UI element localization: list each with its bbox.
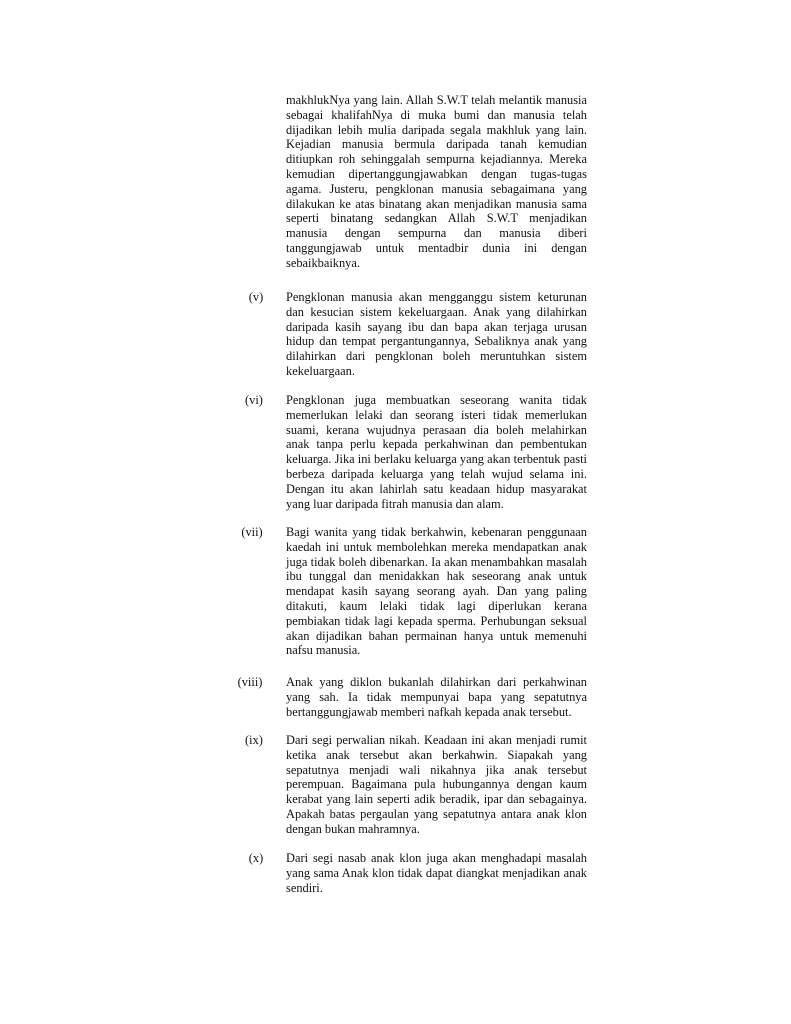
item-text-vi: Pengklonan juga membuatkan seseorang wanita tidak memerlukan lelaki dan seorang isteri tidak memerlukan suami, kerana wujudnya perasaan dia boleh melahirkan anak tanpa perlu kepada perkahwinan dan pembentukan keluarga. Jika ini berlaku keluarga yang akan terbentuk pasti berbeza daripada keluarga yang telah wujud selama ini. Dengan itu akan lahirlah satu keadaan hidup masyarakat yang luar daripada fitrah manusia dan alam. xyxy=(286,393,587,511)
item-text-viii: Anak yang diklon bukanlah dilahirkan dari perkahwinan yang sah. Ia tidak mempunyai bapa yang sepatutnya bertanggungjawab memberi nafkah kepada anak tersebut. xyxy=(286,675,587,719)
item-number-vi: (vi) xyxy=(245,393,263,407)
item-text-x: Dari segi nasab anak klon juga akan menghadapi masalah yang sama Anak klon tidak dapat diangkat menjadikan anak sendiri. xyxy=(286,851,587,895)
item-number-v: (v) xyxy=(248,290,264,304)
item-number-ix: (ix) xyxy=(245,733,263,747)
item-number-vii: (vii) xyxy=(241,525,263,539)
item-text-v: Pengklonan manusia akan mengganggu sistem keturunan dan kesucian sistem kekeluargaan. Anak yang dilahirkan daripada kasih sayang ibu dan bapa akan terjaga urusan hidup dan tempat pergantungannya, Sebaliknya anak yang dilahirkan dari pengklonan boleh meruntuhkan sistem kekeluargaan. xyxy=(286,290,587,378)
item-number-x: (x) xyxy=(248,851,264,865)
item-text-vii: Bagi wanita yang tidak berkahwin, kebenaran penggunaan kaedah ini untuk membolehkan mereka mendapatkan anak juga tidak boleh dibenarkan. Ia akan menambahkan masalah ibu tunggal dan menidakkan hak seseorang anak untuk mendapat kasih sayang seorang ayah. Dan yang paling ditakuti, kaum lelaki tidak lagi diperlukan kerana pembiakan tidak lagi kepada sperma. Perhubungan seksual akan dijadikan bahan permainan hanya untuk memenuhi nafsu manusia. xyxy=(286,525,587,658)
continuation-paragraph: makhlukNya yang lain. Allah S.W.T telah melantik manusia sebagai khalifahNya di muka bumi dan manusia telah dijadikan lebih mulia daripada segala makhluk yang lain. Kejadian manusia bermula daripada tanah kemudian ditiupkan roh sehinggalah sempurna kejadiannya. Mereka kemudian dipertanggungjawabkan dengan tugas-tugas agama. Justeru, pengklonan manusia sebagaimana yang dilakukan ke atas binatang akan menjadikan manusia sama seperti binatang sedangkan Allah S.W.T menjadikan manusia dengan sempurna dan manusia diberi tanggungjawab untuk mentadbir dunia ini dengan sebaikbaiknya. xyxy=(286,93,587,270)
item-text-ix: Dari segi perwalian nikah. Keadaan ini akan menjadi rumit ketika anak tersebut akan berkahwin. Siapakah yang sepatutnya menjadi wali nikahnya jika anak tersebut perempuan. Bagaimana pula hubungannya dengan kaum kerabat yang lain seperti adik beradik, ipar dan sebagainya. Apakah batas pergaulan yang sepatutnya antara anak klon dengan bukan mahramnya. xyxy=(286,733,587,836)
item-number-viii: (viii) xyxy=(237,675,263,689)
